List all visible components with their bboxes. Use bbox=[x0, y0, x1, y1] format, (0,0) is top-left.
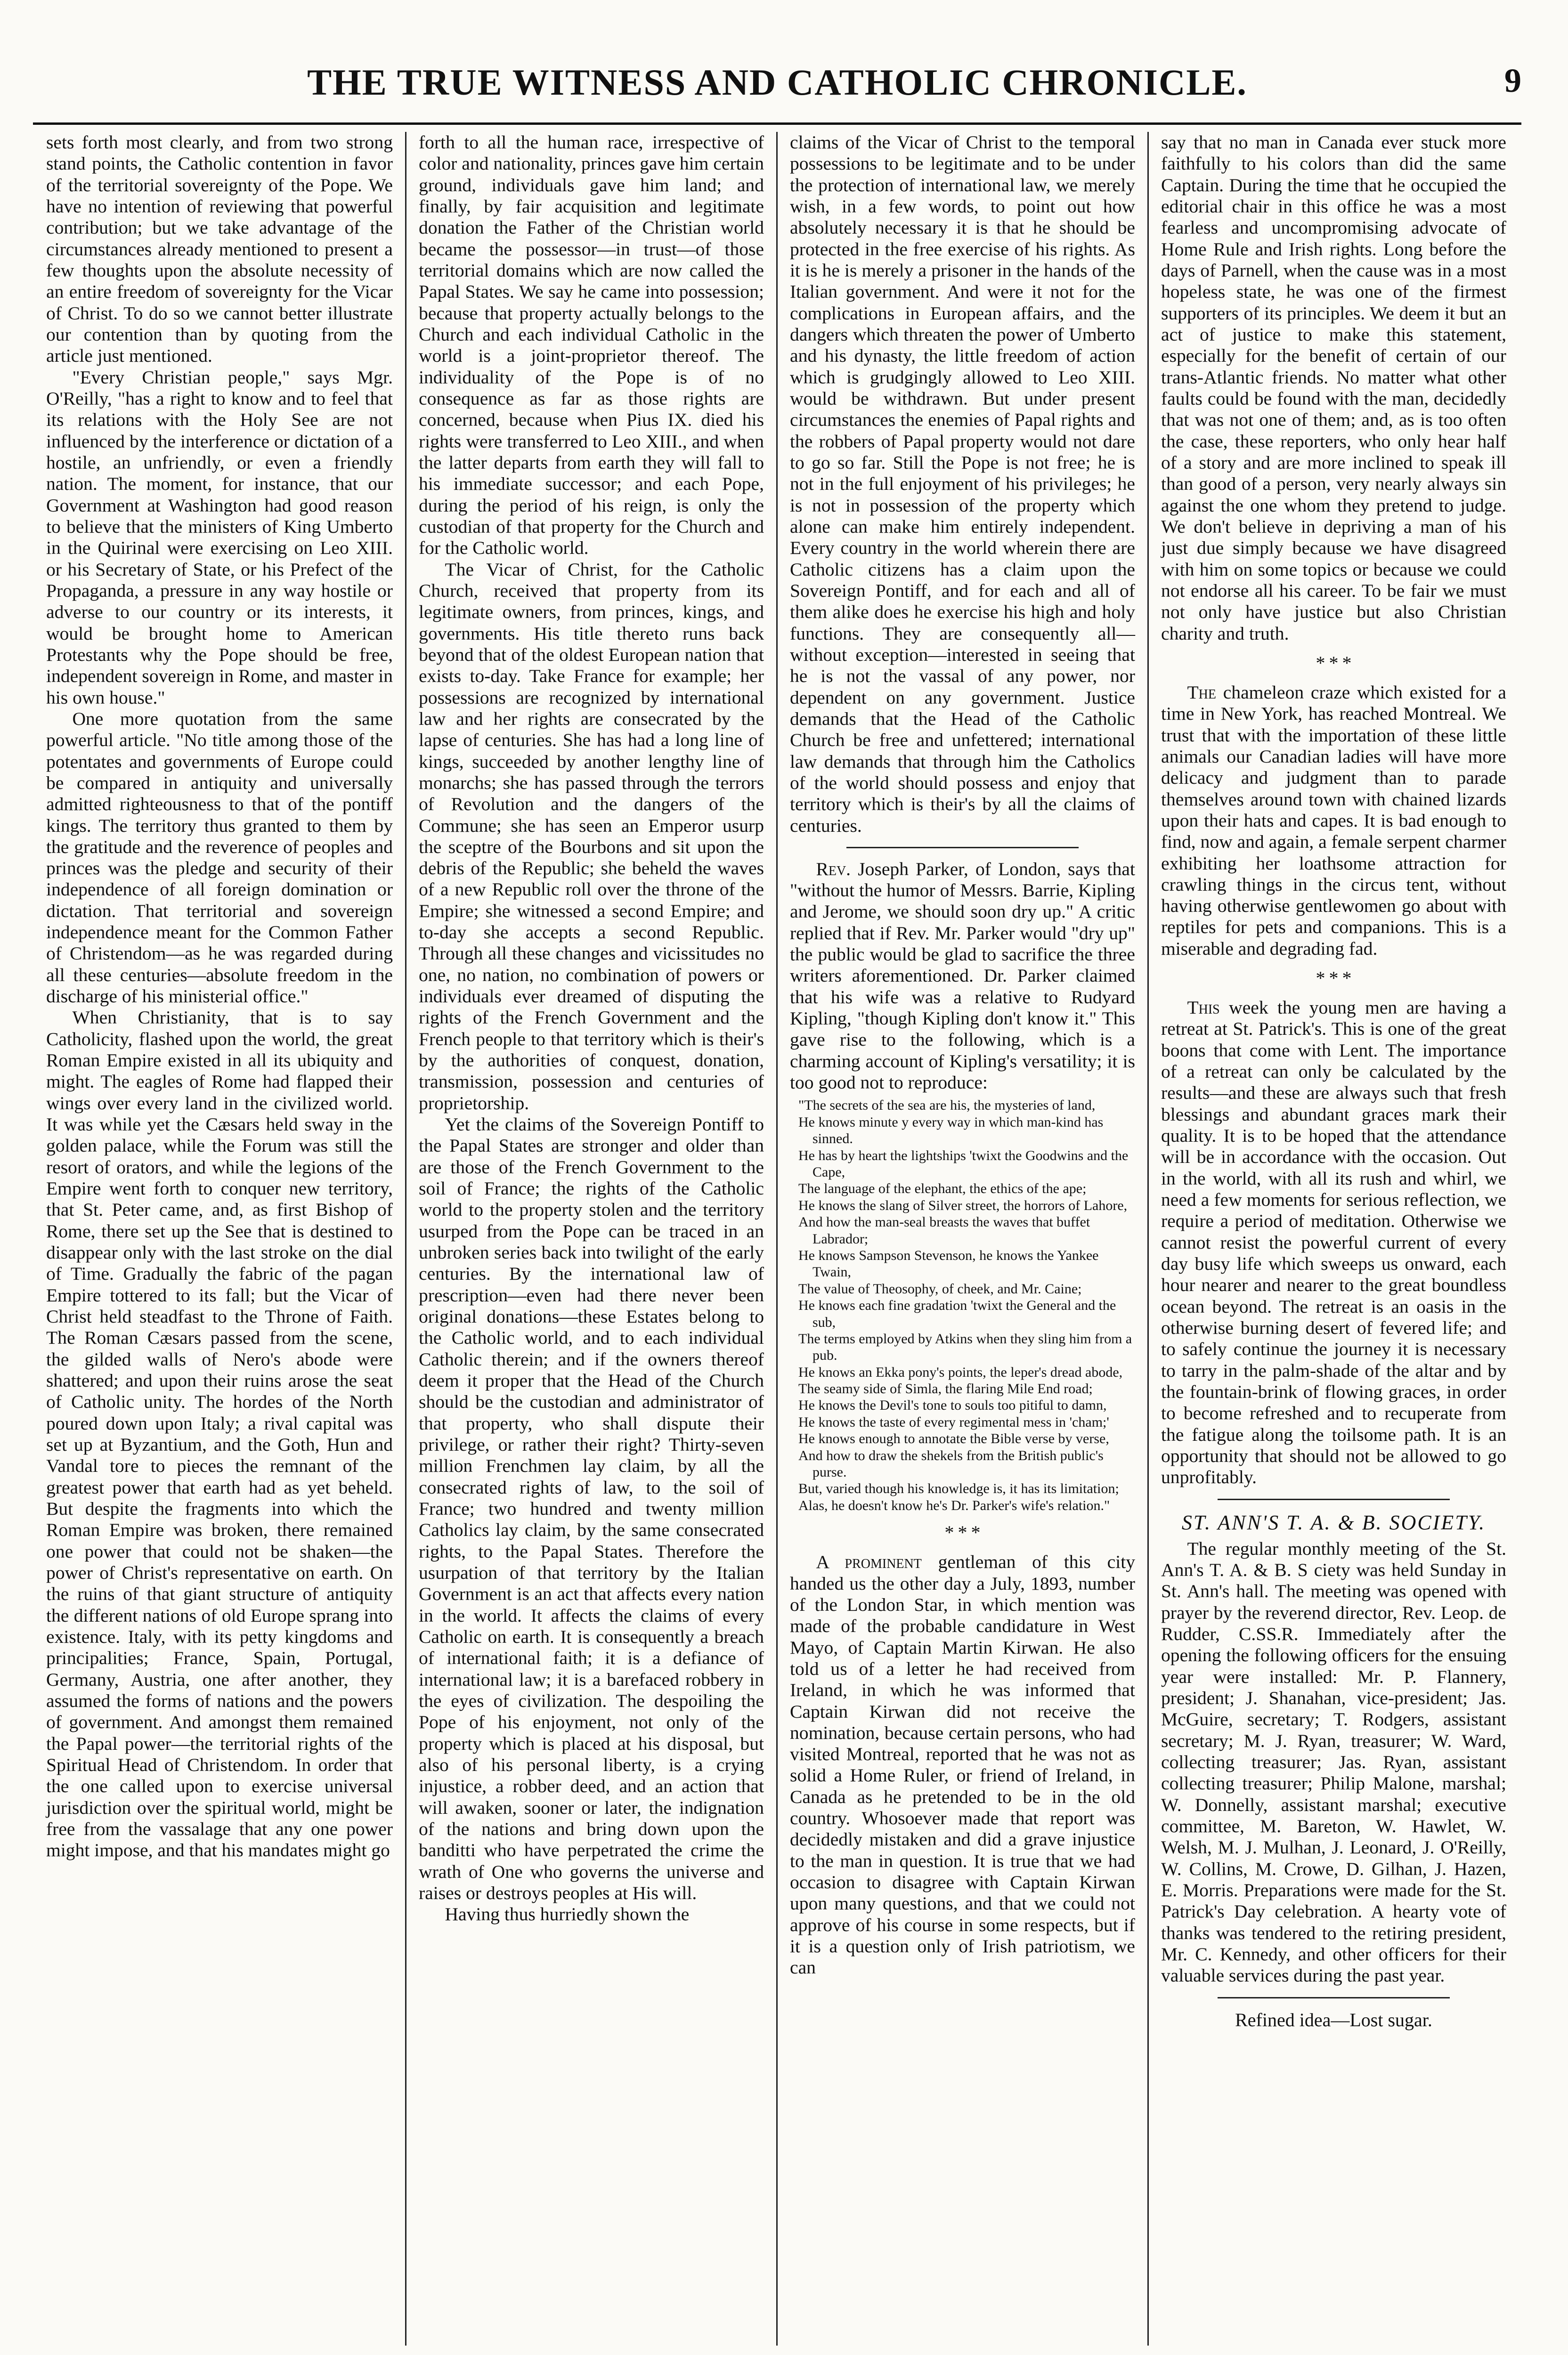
column-3 bbox=[776, 132, 1147, 2346]
paragraph-body: chameleon craze which existed for a time in New York, has reached Montreal. We trust that with the importation of these little animals our Canadian ladies will have more delicacy and judgment than to parade themselves around town with chained lizards upon their hats and capes. It is bad enough to find, now and again, a female serpent charmer exhibiting her loathsome attraction for crawling things in the circus tent, without having otherwise gentlewomen go about with reptiles for pets and companions. This is a miserable and degrading fad. bbox=[1161, 682, 1506, 959]
paragraph: claims of the Vicar of Christ to the temporal possessions to be legitimate and to be under the protection of international law, we merely wish, in a few words, to point out how absolutely necessary it is that he should be protected in the free exercise of his rights. As it is he is merely a prisoner in the hands of the Italian government. And were it not for the complications in European affairs, and the dangers which threaten the power of Umberto and his dynasty, the little freedom of action which is grudgingly allowed to Leo XIII. would be withdrawn. But under present circumstances the enemies of Papal rights and the robbers of Papal property would not dare to go so far. Still the Pope is not free; he is not in the full enjoyment of his privileges; he is not in possession of the property which alone can make him entirely independent. Every country in the world wherein there are Catholic citizens has a claim upon the Sovereign Pontiff, and for each and all of them alike does he exercise his high and holy functions. They are consequently all—without exception—interested in seeing that he is not the vassal of any power, nor dependent on any government. Justice demands that the Head of the Catholic Church be free and unfettered; international law demands that through him the Catholics of the world should possess and enjoy that territory which is their's by all the claims of centuries. bbox=[790, 132, 1135, 836]
asterism: * * * bbox=[944, 1522, 981, 1543]
poem-line: And how the man-seal breasts the waves that buffet Labrador; bbox=[798, 1214, 1090, 1247]
columns bbox=[34, 132, 1520, 2346]
paragraph-lead: This bbox=[1187, 997, 1220, 1018]
paragraph: "Every Christian people," says Mgr. O'Reilly, "has a right to know and to feel that its relations with the Holy See are not influenced by the interference or dictation of a hostile, an unfriendly, or even a friendly nation. The moment, for instance, that our Government at Washington had good reason to believe that the ministers of King Umberto in the Quirinal were exercising on Leo XIII. or his Secretary of State, or his Prefect of the Propaganda, a pressure in any way hostile or adverse to our country or its interests, it would be brought home to American Protestants why the Pope should be free, independent sovereign in Rome, and master in his own house." bbox=[46, 366, 393, 708]
column-1 bbox=[34, 132, 405, 2346]
running-head: THE TRUE WITNESS AND CATHOLIC CHRONICLE. bbox=[307, 62, 1247, 103]
page-header bbox=[33, 52, 1521, 125]
poem-line: He knows the Devil's tone to souls too pitiful to damn, bbox=[798, 1397, 1107, 1413]
poem-line: And how to draw the shekels from the British public's purse. bbox=[798, 1447, 1104, 1480]
poem-line: He knows the slang of Silver street, the horrors of Lahore, bbox=[798, 1197, 1128, 1213]
divider-rule bbox=[1218, 1997, 1450, 1998]
column-4 bbox=[1147, 132, 1519, 2346]
paragraph: Yet the claims of the Sovereign Pontiff to the Papal States are stronger and older than are those of the French Government to the soil of France; the rights of the Catholic world to the property stolen and the territory usurped from the Pope can be traced in an unbroken series back into twilight of the early centuries. By the international law of prescription—even had there never been original donations—these Estates belong to the Catholic world, and to each individual Catholic therein; and if the owners thereof deem it proper that the Head of the Church should be the custodian and administrator of that property, who shall dispute their privilege, or rather their right? Thirty-seven million Frenchmen lay claim, by all the consecrated rights of law, to the soil of France; two hundred and twenty million Catholics lay claim, by the same consecrated rights, to the Papal States. Therefore the usurpation of that territory by the Italian Government is an act that affects every nation in the world. It affects the claims of every Catholic on earth. It is consequently a breach of international faith; it is a defiance of international law; it is a barefaced robbery in the eyes of civilization. The despoiling the Pope of his enjoyment, not only of the property which is placed at his disposal, but also of his personal liberty, is a crying injustice, a robber deed, and an action that will awaken, sooner or later, the indignation of the nations and bring down upon the banditti who have perpetrated the crime the wrath of One who governs the universe and raises or destroys peoples at His will. bbox=[419, 1114, 764, 1903]
paragraph bbox=[790, 859, 1135, 1094]
poem-line: He has by heart the lightships 'twixt the Goodwins and the Cape, bbox=[798, 1147, 1129, 1180]
paragraph-lead: Rev. bbox=[816, 858, 851, 879]
paragraph: The Vicar of Christ, for the Catholic Church, received that property from its legitimate owners, from princes, kings, and governments. His title thereto runs back beyond that of the oldest European nation that exists to-day. Take France for example; her possessions are recognized by international law and her rights are consecrated by the lapse of centuries. She has had a long line of kings, succeeded by another lengthy line of monarchs; she has passed through the terrors of Revolution and the dangers of the Commune; she has seen an Emperor usurp the sceptre of the Bourbons and sit upon the debris of the Republic; she beheld the waves of a new Republic roll over the throne of the Empire; she witnessed a second Empire; and to-day she accepts a second Republic. Through all these changes and vicissitudes no one, no nation, no combination of powers or individuals ever dreamed of disputing the rights of the French Government and the French people to that territory which is their's by the authorities of conquest, donation, transmission, possession and centuries of proprietorship. bbox=[419, 559, 764, 1113]
poem-line: The seamy side of Simla, the flaring Mile End road; bbox=[798, 1381, 1093, 1397]
asterism: * * * bbox=[1316, 652, 1352, 674]
poem bbox=[798, 1097, 1135, 1514]
paragraph-body: gentleman of this city handed us the other day a July, 1893, number of the London Star, in which mention was made of the probable candidature in West Mayo, of Captain Martin Kirwan. He also told us of a letter he had received from Ireland, in which he was informed that Captain Kirwan did not receive the nomination, because certain persons, who had visited Montreal, reported that he was not as solid a Home Ruler, or friend of Ireland, in Canada as he pretended to be in the old country. Whosoever made that report was decidedly mistaken and did a grave injustice to the man in question. It is true that we had occasion to disagree with Captain Kirwan upon many questions, and that we could not approve of his course in some respects, but if it is a question only of Irish patriotism, we can bbox=[790, 1551, 1135, 1978]
filler-line: Refined idea—Lost sugar. bbox=[1235, 2009, 1432, 2030]
divider-rule bbox=[1218, 1499, 1450, 1500]
asterism: * * * bbox=[1316, 967, 1352, 989]
paragraph-lead: The bbox=[1187, 682, 1216, 703]
paragraph: When Christianity, that is to say Catholicity, flashed upon the world, the great Roman Empire existed in all its ubiquity and might. The eagles of Rome had flapped their wings over every land in the civilized world. It was while yet the Cæsars held sway in the golden palace, while the Forum was still the resort of orators, and while the legions of the Empire went forth to conquer new territory, that St. Peter came, and, as first Bishop of Rome, there set up the See that is destined to disappear only with the last stroke on the dial of Time. Gradually the fabric of the pagan Empire tottered to its fall; but the Vicar of Christ held steadfast to the Throne of Faith. The Roman Cæsars passed from the scene, the gilded walls of Nero's abode were shattered; and upon their ruins arose the seat of Catholic unity. The hordes of the North poured down upon Italy; a rival capital was set up at Byzantium, and the Goth, Hun and Vandal tore to pieces the remnant of the greatest power that earth had as yet beheld. But despite the fragments into which the Roman Empire was broken, there remained one power that could not be shaken—the power of Christ's representative on earth. On the ruins of that giant structure of antiquity the different nations of old Europe sprang into existence. Italy, with its petty kingdoms and principalities; France, Spain, Portugal, Germany, Austria, one after another, they assumed the forms of nations and the powers of government. And amongst them remained the Papal power—the territorial rights of the Spiritual Head of Christendom. In order that the one called upon to exercise universal jurisdiction over the spiritual world, might be free from the vassalage that any one power might impose, and that his mandates might go bbox=[46, 1007, 393, 1861]
poem-line: He knows enough to annotate the Bible verse by verse, bbox=[798, 1431, 1109, 1447]
paragraph-body: Joseph Parker, of London, says that "without the humor of Messrs. Barrie, Kipling and Jerome, we should soon dry up." A critic replied that if Rev. Mr. Parker would "dry up" the public would be glad to sacrifice the three writers aforementioned. Dr. Parker claimed that his wife was a relative to Rudyard Kipling, "though Kipling don't know it." This gave rise to the following, which is a charming account of Kipling's versatility; it is too good not to reproduce: bbox=[790, 858, 1135, 1093]
paragraph: Having thus hurriedly shown the bbox=[445, 1904, 690, 1925]
paragraph: One more quotation from the same powerful article. "No title among those of the potentates and governments of Europe could be compared in antiquity and universally admitted righteousness to that of the pontiff kings. The territory thus granted to them by the gratitude and the reverence of peoples and princes was the pledge and security of their independence of all foreign domination or dictation. That territorial and sovereign independence meant for the Common Father of Christendom—as he was regarded during all these centuries—absolute freedom in the discharge of his ministerial office." bbox=[46, 708, 393, 1007]
paragraph: sets forth most clearly, and from two strong stand points, the Catholic contention in favor of the territorial sovereignty of the Pope. We have no intention of reviewing that powerful contribution; but we take advantage of the circumstances already mentioned to present a few thoughts upon the absolute necessity of an entire freedom of sovereignty for the Vicar of Christ. To do so we cannot better illustrate our contention than by quoting from the article just mentioned. bbox=[46, 132, 393, 366]
poem-line: He knows minute y every way in which man-kind has sinned. bbox=[798, 1114, 1104, 1147]
poem-line: But, varied though his knowledge is, it has its limitation; bbox=[798, 1481, 1119, 1497]
paragraph: The regular monthly meeting of the St. Ann's T. A. & B. S ciety was held Sunday in St. Ann's hall. The meeting was opened with prayer by the reverend director, Rev. Leop. de Rudder, C.SS.R. Immediately after the opening the following officers for the ensuing year were installed: Mr. P. Flannery, president; J. Shanahan, vice-president; Jas. McGuire, secretary; T. Rodgers, assistant secretary; M. J. Ryan, treasurer; W. Ward, collecting treasurer; Jas. Ryan, assistant collecting treasurer; Philip Malone, marshal; W. Donnelly, assistant marshal; executive committee, M. Bareton, W. Hawlet, W. Welsh, M. J. Mulhan, J. Leonard, J. O'Reilly, W. Collins, M. Crowe, D. Gilhan, J. Hazen, E. Morris. Preparations were made for the St. Patrick's Day celebration. A hearty vote of thanks was tendered to the retiring president, Mr. C. Kennedy, and other officers for their valuable services during the past year. bbox=[1161, 1538, 1506, 1986]
section-heading: ST. ANN'S T. A. & B. SOCIETY. bbox=[1181, 1510, 1486, 1534]
page-number: 9 bbox=[1504, 62, 1521, 99]
paragraph: say that no man in Canada ever stuck more faithfully to his colors than did the same Captain. During the time that he occupied the editorial chair in this office he was a most fearless and uncompromising advocate of Home Rule and Irish rights. Long before the days of Parnell, when the cause was in a most hopeless state, he was one of the firmest supporters of its principles. We deem it but an act of justice to make this statement, especially for the benefit of certain of our trans-Atlantic friends. No matter what other faults could be found with the man, decidedly that was not one of them; and, as is too often the case, these reporters, who only hear half of a story and are more inclined to speak ill than good of a person, very nearly always sin against the one whom they pretend to judge. We don't believe in depriving a man of his just due simply because we have disagreed with him on some topics or because we could not endorse all his career. To be fair we must not only have justice but also Christian charity and truth. bbox=[1161, 132, 1506, 644]
poem-line: He knows the taste of every regimental mess in 'cham;' bbox=[798, 1414, 1109, 1430]
poem-line: He knows each fine gradation 'twixt the General and the sub, bbox=[798, 1298, 1116, 1330]
poem-line: "The secrets of the sea are his, the mysteries of land, bbox=[798, 1097, 1096, 1113]
paragraph bbox=[1161, 682, 1506, 959]
poem-line: He knows Sampson Stevenson, he knows the Yankee Twain, bbox=[798, 1247, 1099, 1280]
column-2 bbox=[405, 132, 776, 2346]
poem-line: Alas, he doesn't know he's Dr. Parker's wife's relation." bbox=[798, 1497, 1110, 1513]
paragraph-body: week the young men are having a retreat at St. Patrick's. This is one of the great boons that come with Lent. The importance of a retreat can only be calculated by the results—and these are always such that fresh blessings and abundant graces mark their quality. It is to be hoped that the attendance will be in accordance with the occasion. Out in the world, with all its rush and whirl, we need a few moments for serious reflection, we require a period of meditation. Otherwise we cannot resist the powerful current of every day busy life which sweeps us onward, each hour nearer and nearer to the great boundless ocean beyond. The retreat is an oasis in the otherwise burning desert of fevered life; and to safely continue the journey it is necessary to tarry in the palm-shade of the altar and by the fountain-brink of flowing graces, in order to become refreshed and to recuperate from the fatigue along the toilsome path. It is an opportunity that should not be allowed to go unprofitably. bbox=[1161, 997, 1506, 1488]
paragraph bbox=[1161, 997, 1506, 1488]
poem-line: He knows an Ekka pony's points, the leper's dread abode, bbox=[798, 1364, 1123, 1380]
paragraph-lead: A prominent bbox=[816, 1551, 922, 1573]
divider-rule bbox=[846, 847, 1079, 848]
poem-line: The terms employed by Atkins when they sling him from a pub. bbox=[798, 1331, 1132, 1364]
paragraph: forth to all the human race, irrespective of color and nationality, princes gave him certain ground, individuals gave him land; and finally, by fair acquisition and legitimate donation the Father of the Christian world became the possessor—in trust—of those territorial domains which are now called the Papal States. We say he came into possession; because that property actually belongs to the Church and each individual Catholic in the world is a joint-proprietor thereof. The individuality of the Pope is of no consequence as far as those rights are concerned, because when Pius IX. died his rights were transferred to Leo XIII., and when the latter departs from earth they will fall to his immediate successor; and each Pope, during the period of his reign, is only the custodian of that property for the Church and for the Catholic world. bbox=[419, 132, 764, 559]
poem-line: The language of the elephant, the ethics of the ape; bbox=[798, 1181, 1087, 1197]
poem-line: The value of Theosophy, of cheek, and Mr. Caine; bbox=[798, 1281, 1082, 1297]
paragraph bbox=[790, 1551, 1135, 1979]
